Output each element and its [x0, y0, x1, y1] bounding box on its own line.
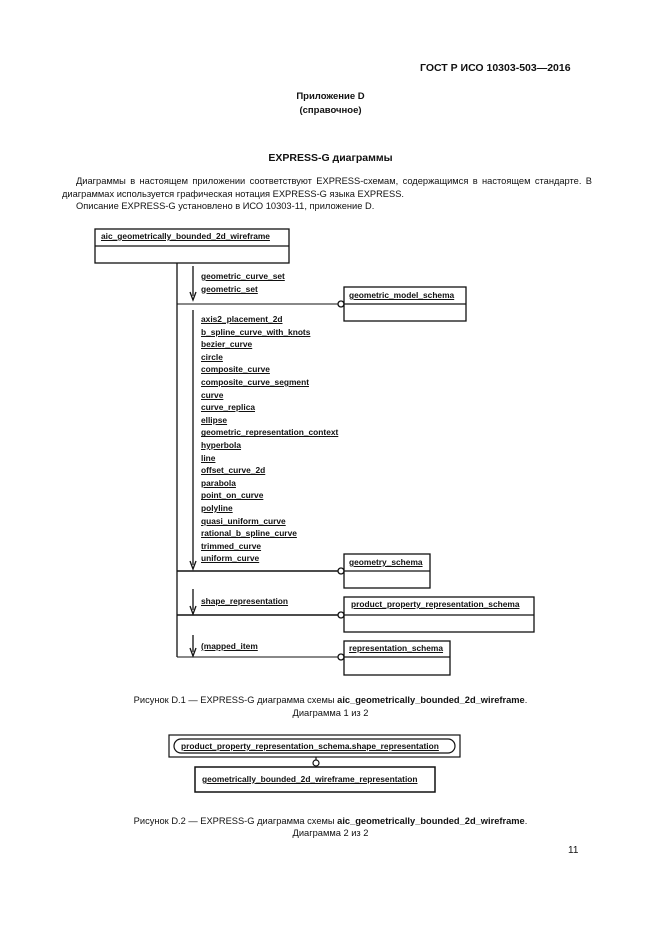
schema-label-geometry: geometry_schema — [349, 557, 423, 567]
schema-label-representation: representation_schema — [349, 643, 444, 653]
entity-label: geometrically_bounded_2d_wireframe_representation — [202, 774, 418, 784]
entity-ref: geometric_curve_set — [201, 271, 285, 281]
entity-ref: line — [201, 452, 216, 463]
entity-ref: uniform_curve — [201, 553, 260, 564]
section-title: EXPRESS-G диаграммы — [268, 152, 393, 164]
document-code: ГОСТ Р ИСО 10303-503—2016 — [420, 62, 571, 74]
entity-ref: offset_curve_2d — [201, 465, 266, 476]
entity-ref: curve — [201, 389, 224, 400]
figure-2-caption — [0, 815, 661, 827]
annex-subtitle: (справочное) — [299, 105, 362, 116]
entity-ref: ellipse — [201, 414, 228, 425]
schema-label-geometric-model: geometric_model_schema — [349, 290, 455, 300]
main-schema-label: aic_geometrically_bounded_2d_wireframe — [101, 231, 270, 241]
figure-2-page-note: Диаграмма 2 из 2 — [292, 828, 369, 838]
supertype-entity-label: product_property_representation_schema.shape_representation — [181, 741, 439, 751]
entity-ref: point_on_curve — [201, 490, 264, 501]
entity-ref: shape_representation — [201, 596, 289, 606]
caption-schema-name: aic_geometrically_bounded_2d_wireframe — [337, 816, 525, 826]
entity-ref: curve_replica — [201, 402, 256, 413]
paragraph-intro: Диаграммы в настоящем приложении соответствуют EXPRESS-схемам, содержащимся в настоящем стандарте. В диаграммах используется графическая нотация EXPRESS-G языка EXPRESS. — [62, 176, 592, 199]
annex-title: Приложение D — [296, 91, 365, 102]
entity-ref: b_spline_curve_with_knots — [201, 326, 311, 337]
paragraph-reference: Описание EXPRESS-G установлено в ИСО 10303-11, приложение D. — [76, 201, 375, 211]
entity-ref: rational_b_spline_curve — [201, 528, 297, 539]
caption-text: Рисунок D.1 — EXPRESS-G диаграмма схемы — [133, 695, 338, 705]
entity-ref: bezier_curve — [201, 339, 253, 350]
entity-ref: geometric_representation_context — [201, 427, 339, 438]
entity-ref: quasi_uniform_curve — [201, 515, 286, 526]
entity-ref: hyperbola — [201, 440, 242, 450]
entity-ref: geometric_set — [201, 283, 258, 294]
entity-ref: polyline — [201, 503, 233, 513]
entity-ref: composite_curve_segment — [201, 377, 309, 387]
entity-ref: composite_curve — [201, 364, 270, 375]
schema-label-product-property-representation: product_property_representation_schema — [351, 599, 520, 609]
caption-schema-name: aic_geometrically_bounded_2d_wireframe — [337, 695, 525, 705]
entity-ref: trimmed_curve — [201, 540, 262, 551]
entity-ref: axis2_placement_2d — [201, 314, 283, 324]
entity-ref: parabola — [201, 477, 236, 488]
caption-text: Рисунок D.2 — EXPRESS-G диаграмма схемы — [133, 816, 338, 826]
caption-suffix: . — [524, 816, 528, 826]
caption-suffix: . — [524, 695, 528, 705]
entity-ref: circle — [201, 351, 223, 362]
page-number: 11 — [568, 845, 579, 856]
entity-ref: (mapped_item — [201, 641, 258, 651]
figure-1-page-note: Диаграмма 1 из 2 — [292, 708, 369, 718]
